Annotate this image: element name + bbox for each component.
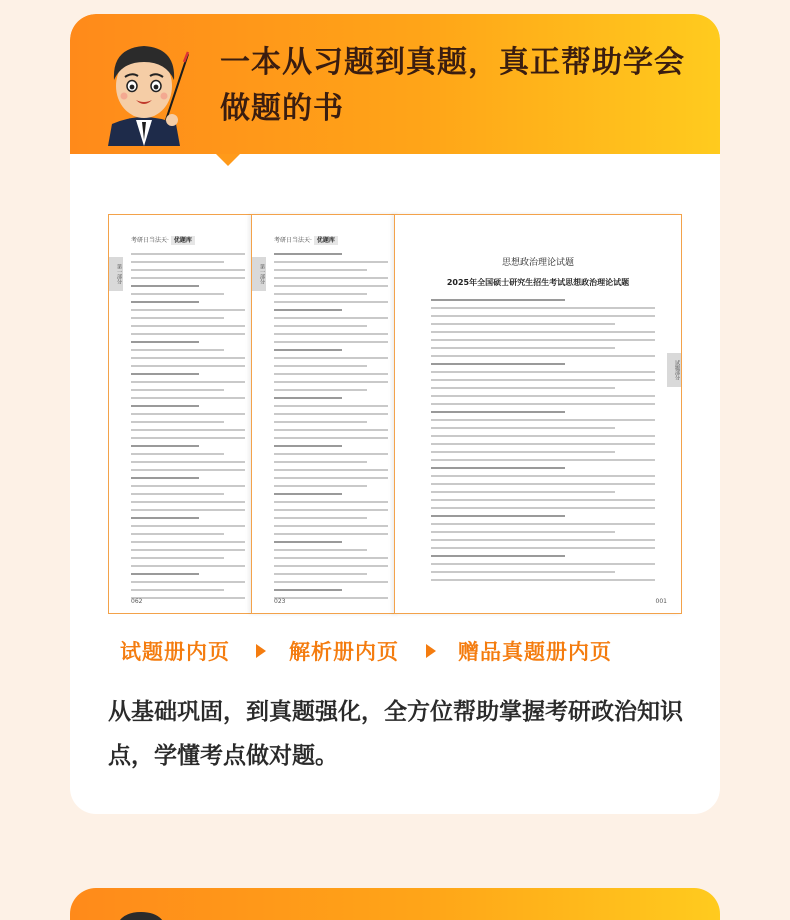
banner-title: 一本从习题到真题，真正帮助学会做题的书: [220, 45, 685, 126]
next-card-banner: [70, 888, 720, 920]
exercise-book-page: [108, 214, 256, 614]
teacher-mascot-icon: [96, 28, 192, 146]
page1-number: 062: [131, 598, 143, 605]
page1-running-head: 考研日当法天· 优题库: [131, 235, 195, 244]
page3-subtitle: 2025年全国硕士研究生招生考试思想政治理论试题: [446, 278, 630, 287]
real-exam-book-page: [394, 214, 682, 614]
label-exercise-pages: 试题册内页: [120, 640, 230, 664]
arrow-right-icon: [256, 644, 266, 658]
page2-number: 023: [274, 598, 286, 605]
page3-number: 001: [655, 598, 667, 605]
label-analysis-pages: 解析册内页: [289, 640, 399, 664]
analysis-book-page: [251, 214, 399, 614]
page1-body-text: [131, 253, 245, 605]
page3-body-text: [431, 299, 655, 587]
page2-section-tab: 第一部分: [252, 257, 266, 291]
arrow-right-icon: [426, 644, 436, 658]
label-real-exam-pages: 赠品真题册内页: [458, 640, 612, 664]
description-text: 从基础巩固，到真题强化，全方位帮助掌握考研政治知识点，学懂考点做对题。: [108, 699, 683, 769]
page1-section-tab: 第一部分: [109, 257, 123, 291]
page2-body-text: [274, 253, 388, 605]
page3-section-tab: 试题部分: [667, 353, 681, 387]
page-type-labels: [70, 636, 720, 670]
page2-running-head: 考研日当法天· 优题库: [274, 235, 338, 244]
banner-notch: [216, 154, 240, 166]
book-pages-photo: [108, 214, 682, 614]
teacher-mascot-icon: [106, 904, 176, 920]
page3-title: 思想政治理论试题: [501, 258, 574, 268]
